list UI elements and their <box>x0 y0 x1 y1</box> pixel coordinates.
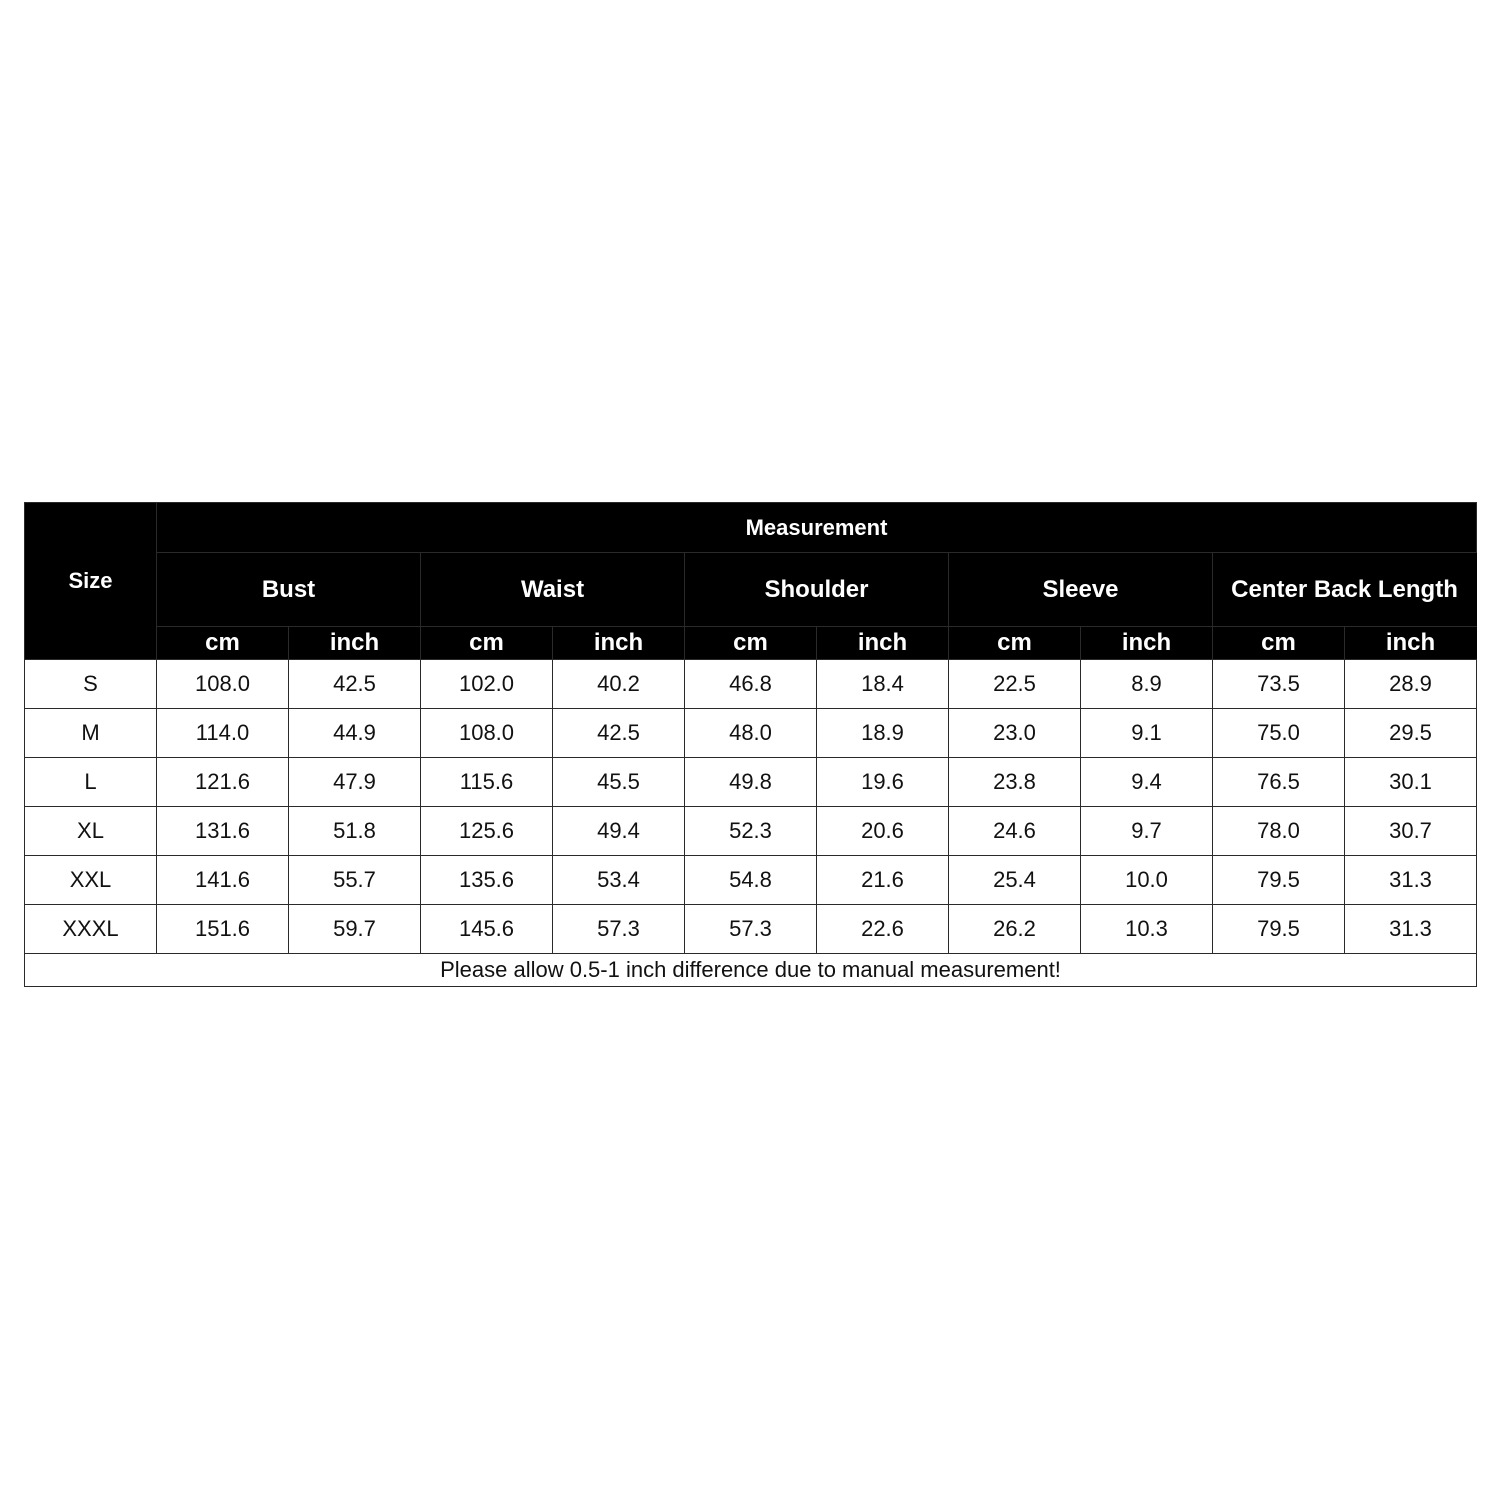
waist-cm-cell: 102.0 <box>421 660 553 709</box>
sleeve-inch-cell: 10.3 <box>1081 905 1213 954</box>
waist-cm-cell: 145.6 <box>421 905 553 954</box>
bust-cm-cell: 141.6 <box>157 856 289 905</box>
sleeve-cm-cell: 22.5 <box>949 660 1081 709</box>
waist-inch-cell: 53.4 <box>553 856 685 905</box>
unit-header: inch <box>1345 627 1477 660</box>
center-back-length-inch-cell: 30.1 <box>1345 758 1477 807</box>
shoulder-inch-cell: 19.6 <box>817 758 949 807</box>
unit-header: cm <box>949 627 1081 660</box>
bust-cm-cell: 151.6 <box>157 905 289 954</box>
waist-cm-cell: 115.6 <box>421 758 553 807</box>
table-row <box>25 758 1477 807</box>
measurement-header: Measurement <box>157 503 1477 553</box>
size-cell: S <box>25 660 157 709</box>
shoulder-inch-cell: 22.6 <box>817 905 949 954</box>
waist-inch-cell: 42.5 <box>553 709 685 758</box>
center-back-length-inch-cell: 30.7 <box>1345 807 1477 856</box>
waist-cm-cell: 135.6 <box>421 856 553 905</box>
sleeve-inch-cell: 8.9 <box>1081 660 1213 709</box>
note-row <box>25 954 1477 987</box>
center-back-length-inch-cell: 31.3 <box>1345 905 1477 954</box>
center-back-length-cm-cell: 78.0 <box>1213 807 1345 856</box>
group-header-center-back-length: Center Back Length <box>1213 553 1477 627</box>
size-cell: XXXL <box>25 905 157 954</box>
sleeve-cm-cell: 25.4 <box>949 856 1081 905</box>
bust-inch-cell: 44.9 <box>289 709 421 758</box>
measurement-note: Please allow 0.5-1 inch difference due to manual measurement! <box>25 954 1477 987</box>
sleeve-inch-cell: 9.7 <box>1081 807 1213 856</box>
shoulder-inch-cell: 21.6 <box>817 856 949 905</box>
bust-cm-cell: 108.0 <box>157 660 289 709</box>
bust-inch-cell: 47.9 <box>289 758 421 807</box>
table-row <box>25 660 1477 709</box>
bust-cm-cell: 121.6 <box>157 758 289 807</box>
bust-inch-cell: 55.7 <box>289 856 421 905</box>
group-header-sleeve: Sleeve <box>949 553 1213 627</box>
sleeve-cm-cell: 23.8 <box>949 758 1081 807</box>
size-cell: M <box>25 709 157 758</box>
bust-inch-cell: 51.8 <box>289 807 421 856</box>
bust-inch-cell: 59.7 <box>289 905 421 954</box>
shoulder-cm-cell: 46.8 <box>685 660 817 709</box>
shoulder-inch-cell: 20.6 <box>817 807 949 856</box>
center-back-length-cm-cell: 76.5 <box>1213 758 1345 807</box>
table-row <box>25 807 1477 856</box>
waist-cm-cell: 125.6 <box>421 807 553 856</box>
shoulder-cm-cell: 48.0 <box>685 709 817 758</box>
unit-header: cm <box>157 627 289 660</box>
center-back-length-inch-cell: 31.3 <box>1345 856 1477 905</box>
shoulder-inch-cell: 18.9 <box>817 709 949 758</box>
bust-cm-cell: 131.6 <box>157 807 289 856</box>
waist-inch-cell: 49.4 <box>553 807 685 856</box>
waist-inch-cell: 57.3 <box>553 905 685 954</box>
unit-header: inch <box>289 627 421 660</box>
table-row <box>25 856 1477 905</box>
shoulder-cm-cell: 52.3 <box>685 807 817 856</box>
size-header: Size <box>25 503 157 660</box>
sleeve-inch-cell: 10.0 <box>1081 856 1213 905</box>
shoulder-inch-cell: 18.4 <box>817 660 949 709</box>
size-chart-table <box>24 502 1477 987</box>
shoulder-cm-cell: 54.8 <box>685 856 817 905</box>
sleeve-inch-cell: 9.4 <box>1081 758 1213 807</box>
table-row <box>25 709 1477 758</box>
table-row <box>25 905 1477 954</box>
center-back-length-cm-cell: 73.5 <box>1213 660 1345 709</box>
sleeve-cm-cell: 24.6 <box>949 807 1081 856</box>
size-chart-container <box>24 502 1476 987</box>
waist-inch-cell: 40.2 <box>553 660 685 709</box>
center-back-length-cm-cell: 79.5 <box>1213 856 1345 905</box>
unit-header: inch <box>1081 627 1213 660</box>
unit-header: inch <box>817 627 949 660</box>
unit-header: cm <box>421 627 553 660</box>
sleeve-cm-cell: 26.2 <box>949 905 1081 954</box>
size-cell: XXL <box>25 856 157 905</box>
sleeve-cm-cell: 23.0 <box>949 709 1081 758</box>
unit-header: cm <box>685 627 817 660</box>
size-cell: L <box>25 758 157 807</box>
bust-inch-cell: 42.5 <box>289 660 421 709</box>
center-back-length-cm-cell: 75.0 <box>1213 709 1345 758</box>
unit-header: cm <box>1213 627 1345 660</box>
shoulder-cm-cell: 49.8 <box>685 758 817 807</box>
group-header-bust: Bust <box>157 553 421 627</box>
center-back-length-inch-cell: 28.9 <box>1345 660 1477 709</box>
sleeve-inch-cell: 9.1 <box>1081 709 1213 758</box>
unit-header: inch <box>553 627 685 660</box>
waist-inch-cell: 45.5 <box>553 758 685 807</box>
waist-cm-cell: 108.0 <box>421 709 553 758</box>
group-header-waist: Waist <box>421 553 685 627</box>
size-cell: XL <box>25 807 157 856</box>
group-header-shoulder: Shoulder <box>685 553 949 627</box>
bust-cm-cell: 114.0 <box>157 709 289 758</box>
center-back-length-cm-cell: 79.5 <box>1213 905 1345 954</box>
center-back-length-inch-cell: 29.5 <box>1345 709 1477 758</box>
shoulder-cm-cell: 57.3 <box>685 905 817 954</box>
